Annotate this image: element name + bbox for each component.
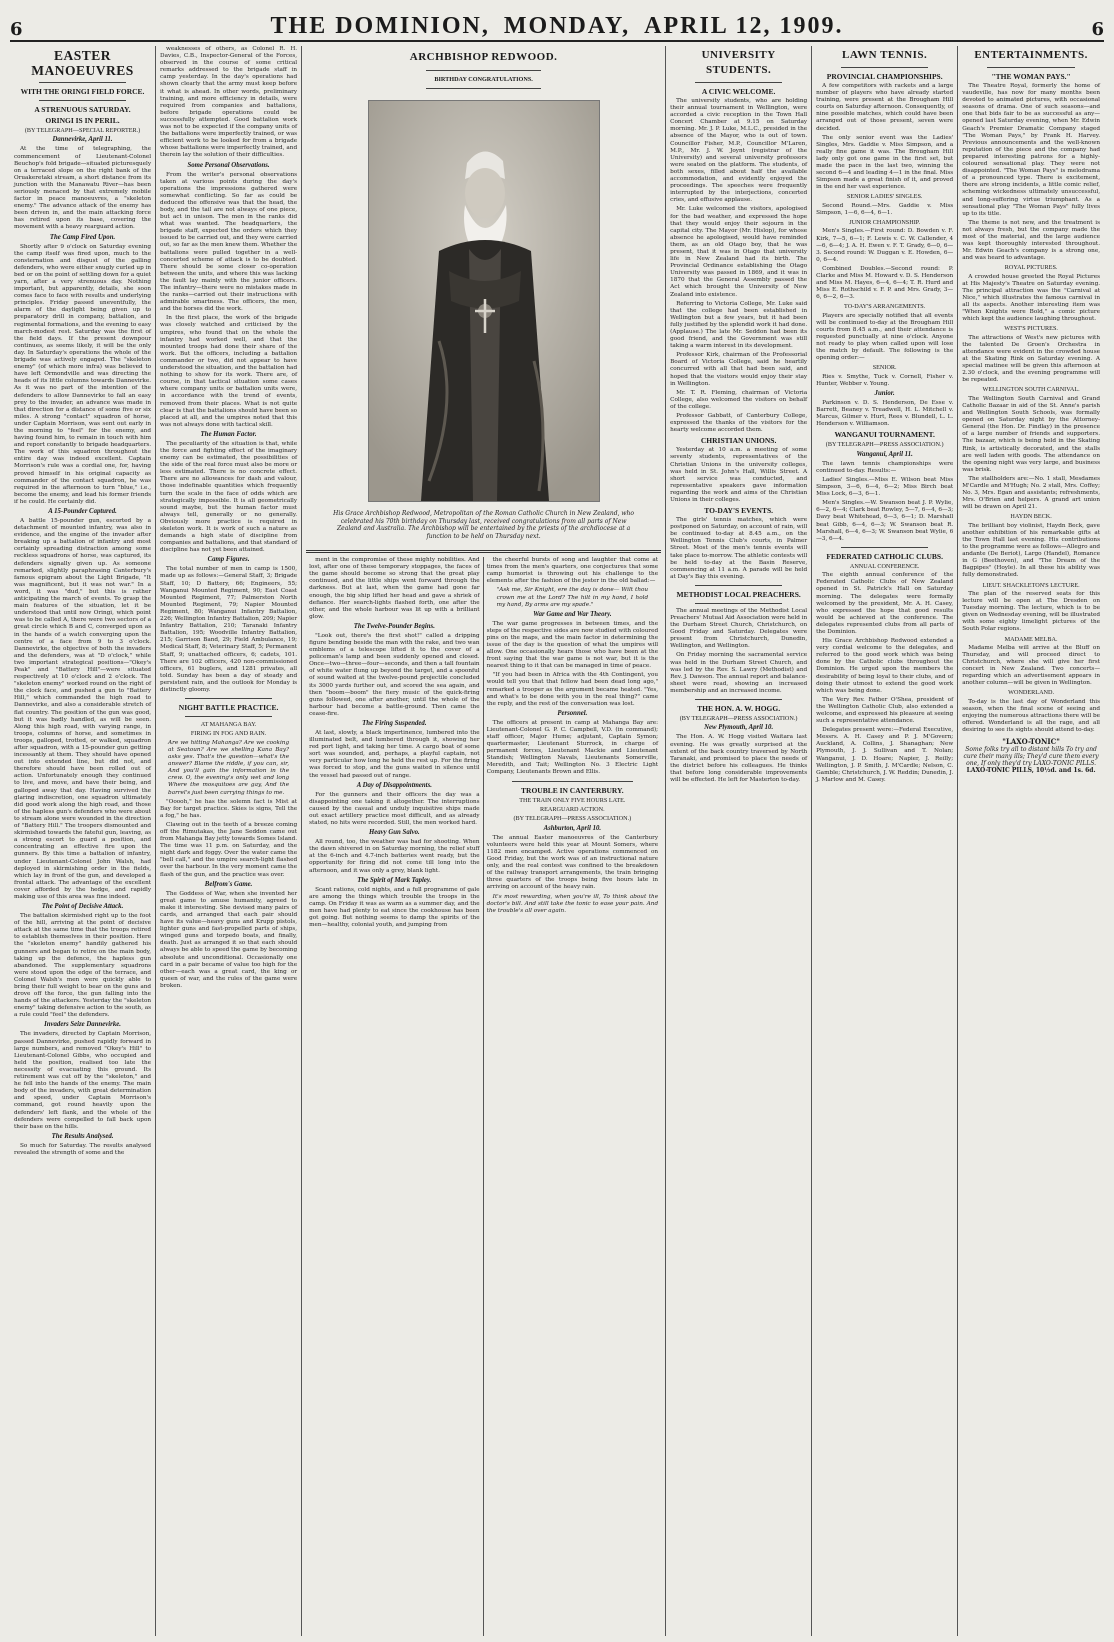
verse: It's most rewarding, when you're ill, To think about the doctor's bill. And still take the tonic to ease your pain. And the trouble's all over again.	[486, 893, 659, 914]
spread-right-column	[484, 557, 662, 1636]
section-heading: THE HON. A. W. HOGG.	[697, 704, 781, 714]
article-paragraph: "Ooooh," he has the solemn fact is Mist at Bay for target practice. Skies is signs, Tell the a fog," he has.	[160, 798, 298, 819]
subheading: A CIVIC WELCOME.	[701, 87, 776, 96]
section-heading: The Firing Suspended.	[362, 720, 427, 727]
section-heading: Personnel.	[557, 709, 588, 717]
column-1	[10, 46, 156, 1636]
section-heading: TO-DAY'S EVENTS.	[704, 506, 773, 516]
columns	[10, 46, 1104, 1636]
article-paragraph: For the gunners and their officers the day was a disappointing one taking it altogether. The interruptions caused by the casual and unduly inquisitive ships made out exact artillery practice most difficult, and as already stated, no hits were recorded. Still, the men worked hard.	[309, 791, 480, 827]
section-heading: MADAME MELBA.	[1004, 635, 1058, 643]
article-paragraph: Yesterday at 10 a.m. a meeting of some seventy students, representatives of the Christian Unions in the university colleges, was held in St. John's Hall, Willis Street. A short service was conducted, and representative speakers gave information regarding the work and aims of the Christian Unions in their colleges.	[670, 447, 808, 503]
article-paragraph: A crowded house greeted the Royal Pictures at His Majesty's Theatre on Saturday evening. The principal attraction was the "Carnival at Nice," which illustrates the famous carnival in all its aspects. Another interesting item was "When Knights were Bold," a comic picture which kept the audience laughing throughout.	[962, 273, 1101, 323]
subheading: ORINGI IS IN PERIL.	[45, 116, 120, 125]
section-heading: METHODIST LOCAL PREACHERS.	[676, 589, 801, 599]
newspaper-title	[271, 13, 844, 40]
article-paragraph: weaknesses of others, as Colonel R. H. Davies, C.B., Inspector-General of the Forces, observed in the course of some critical remarks addressed to the brigade staff in camp yesterday. In the day's operations had shown clearly that the army must keep before it what is ahead. In other words, preliminary training, and more efficiency in details, were required from companies and battalions, before brigade operations could be successfully attempted. Good battalion work was not to be expected if the company units of the battalions were imperfectly trained, or was efficient work to be looked for from a brigade whose battalions were imperfectly trained, and therein lay the solution of their difficulties.	[160, 46, 298, 159]
section-heading: Camp Figures.	[207, 556, 250, 564]
archbishop-spread	[302, 46, 666, 1636]
subheading: PROVINCIAL CHAMPIONSHIPS.	[826, 72, 943, 81]
article-paragraph: All round, too, the weather was bad for shooting. When the dawn shivered in on Saturday morning, the relief stuff at the 6-inch and 4.7-inch batteries went ready, but the opportunity for firing did not come till long into the afternoon, and it was only a grey, blank light.	[309, 839, 480, 874]
article-paragraph: Delegates present were:—Federal Executive, Messrs. A. H. Casey and P. J. M'Govern; Auckland, A. Collins, J. Shanaghan; New Plymouth, J. J. Sullivan and T. Nolan; Wanganui, J. D. Hoare; Napier, J. Reilly; Wellington, J. P. Smith, J. M'Cardle; Nelson, C. Gamble; Christchurch, J. W. Reddin; Dunedin, J. J. Marlow and M. Casey.	[816, 727, 954, 783]
section-heading: TROUBLE IN CANTERBURY.	[521, 785, 624, 795]
byline: (BY TELEGRAPH—PRESS ASSOCIATION.)	[825, 441, 944, 449]
dateline: Ashburton, April 10.	[543, 824, 602, 832]
article-paragraph: Mr. T. R. Fleming, chairman of Victoria College, also welcomed the visitors on behalf of the college.	[670, 389, 808, 410]
article-paragraph: The Wellington South Carnival and Grand Catholic Bazaar in aid of the St. Anne's parish and Wellington South Schools, was formally opened on Saturday night by the Attorney-General (the Hon. Dr. Findlay) in the presence of a large number of friends and supporters. The bazaar, which is being held in the Skating Rink, is artistically decorated, and the stalls are well laden with goods. The attendance on the opening night was very large, and business was brisk.	[962, 395, 1101, 473]
article-paragraph: A few competitors with rackets and a large number of players who have already started training, were present at the Brougham Hill courts on Saturday afternoon. Consequently, of nine possible matches, which could have been arranged out of those present, seven were decided.	[816, 83, 954, 132]
section-heading: WANGANUI TOURNAMENT.	[834, 430, 935, 440]
headline-university-students: UNIVERSITY STUDENTS.	[701, 49, 776, 76]
article-paragraph: The annual meetings of the Methodist Local Preachers' Mutual Aid Association were held in the Durham Street Church, Christchurch, on Good Friday and Saturday. Delegates were present from Christchurch, Dunedin, Wellington, and Wellington.	[670, 607, 808, 650]
section-heading: Heavy Gun Salvo.	[368, 829, 420, 837]
article-paragraph: At the time of telegraphing, the commencement of Lieutenant-Colonel Beuchop's fold brigade—situated picturesquely on a terraced slope on the right bank of the Oruakeretaki stream, a short distance from its junction with the Manawatu River—has been seriously menaced by that extremely mobile factor in peace manoeuvres, a "skeleton enemy." The advance attack of the enemy has been driven in, and the main attacking force has retired upon its base, covering the movement with a heavy rearguard action.	[14, 146, 152, 231]
article-paragraph: The lawn tennis championships were continued to-day. Results:—	[816, 460, 954, 474]
ad-price: LAXO-TONIC PILLS, 10½d. and 1s. 6d.	[966, 767, 1096, 775]
article-paragraph: Men's Singles.—W. Swanson beat J. P. Wylie, 6—2, 6—4; Clark beat Rowley, 5—7, 6—4, 6—3; Davy beat Whitehead, 6—3, 6—1; D. Marshall beat Gibb, 6—4, 6—3; W. Swanson beat R. Marshall, 6—4, 6—3; W. Swanson beat Wylie, 6—3, 6—4.	[816, 500, 954, 542]
section-heading: The Human Factor.	[200, 430, 257, 438]
headline-archbishop: ARCHBISHOP REDWOOD.	[409, 51, 558, 63]
page-number-left: 6	[10, 19, 23, 40]
article-paragraph: On Friday morning the sacramental service was held in the Durham Street Church, and was led by the Rev. S. Lawry (Methodist) and Rev. J. Dawson. The annual report and balance-sheet were read, showing an increased membership and an increased income.	[670, 652, 808, 694]
article-paragraph: His Grace Archbishop Redwood extended a very cordial welcome to the delegates, and referred to the good work which was being done by the Catholic clubs throughout the Dominion. He urged upon the members the desirability of being loyal to their clubs, and of doing their utmost to extend the good work which was being done.	[816, 638, 954, 694]
article-paragraph: So much for Saturday. The results analysed revealed the strength of some and the	[14, 1142, 152, 1156]
column-5	[666, 46, 812, 1636]
section-heading: JUNIOR CHAMPIONSHIP.	[849, 219, 921, 226]
dateline: New Plymouth, April 10.	[704, 724, 774, 732]
subheading: THE TRAIN ONLY FIVE HOURS LATE.	[519, 796, 626, 804]
article-paragraph: The war game progresses in between times, and the steps of the respective sides are now studied with coloured pins on the maps, and the main factor in determining the issue of the day is the question of what the umpires will allow. One occasionally hears those who have been at the front saying that the war game is not war, but it is the nearest thing to it that can be managed in time of peace.	[486, 620, 659, 670]
article-paragraph: From the writer's personal observations taken at various points during the day's operations the impressions gathered were somewhat conflicting. So far as could be deduced the offensive was that the head, the body, and the tail are not always of one piece, but act in unison. The men in the ranks did what was wanted. The headquarters, the brigade staff, expected the orders which they issued to be carried out, and they were carried out, so far as the men knew them. Whether the battalions were pulled together in a well-concerted scheme of attack is to be doubted. There should be some closer co-operation between the units, and where this was lacking the fault lay mainly with the junior officers. The infantry—there were no mistakes made in the ranks—carried out their instructions with admirable smartness. The officers, the men, and the horses did the work.	[160, 171, 298, 313]
section-heading: War Game and War Theory.	[533, 610, 612, 618]
article-paragraph: Professor Kirk, chairman of the Professorial Board of Victoria College, said he heartily concurred with all that had been said, and hoped that the visitors would enjoy their stay in Wellington.	[670, 352, 808, 387]
section-heading: Belfrom's Game.	[204, 880, 253, 888]
dateline: Wanganui, April 11.	[856, 450, 913, 458]
article-paragraph: The Hon. A. W. Hogg visited Waitara last evening. He was greatly surprised at the extent of the back country traversed by North Taranaki, and promised to place the needs of the district before his colleagues. He thinks that before long considerable improvements will be effected. He left for Masterton to-day.	[670, 734, 808, 783]
title-part: THE DOMINION,	[270, 13, 490, 39]
poem: "Ask me, Sir Knight, ere the day is done— Wilt thou crown me at the Lord? The hilt in my hand, I hold my hand, By arms are my spade."	[496, 587, 649, 608]
column-7	[958, 46, 1104, 1636]
article-paragraph: At last, slowly, a black impertinence, lumbered into the illuminated belt, and lumbered through it, showing her red port light, and taking her time. A cargo boat of some sort was sounded, and, perhaps, a playful captain, not very particular how long he held the rest up. For the firing was forced to stop, and the guns waited in silence until the vessel had passed out of range.	[309, 730, 480, 779]
article-paragraph: The stallholders are:—No. 1 stall, Mesdames M'Cardle and M'Hugh; No. 2 stall, Mrs. Coffey; No. 3, Mrs. Egan and assistants; refreshments, Mrs. O'Brien and helpers. A grand art union will be drawn on April 21.	[962, 475, 1101, 511]
section-heading: The Twelve-Pounder Begins.	[353, 622, 435, 630]
byline: (BY TELEGRAPH—PRESS ASSOCIATION.)	[679, 715, 798, 723]
subheading: AT MAHANGA BAY.	[200, 721, 257, 729]
article-paragraph: The attractions of West's new pictures with the talented De Groen's Orchestra in attendance were evident in the crowded house at the Skating Rink on Saturday evening. A special matinee will be given this afternoon at 2.30 o'clock, and the evening programme will be repeated.	[962, 334, 1101, 384]
section-heading: FEDERATED CATHOLIC CLUBS.	[826, 551, 943, 561]
section-heading: The Point of Decisive Attack.	[41, 903, 124, 911]
subheading: WITH THE ORINGI FIELD FORCE.	[20, 87, 145, 96]
article-paragraph: Mr. Luke welcomed the visitors, apologised for the bad weather, and expressed the hope that they would enjoy their sojourn in the capital city. The Mayor (Mr. Hislop), for whose absence he apologised, would have reminded them, as an old Otago boy, that he was present, that it was in Otago that university life in New Zealand had its birth. The Provincial Ordinance establishing the Otago University was passed in 1869, and it was in 1870 that the General Assembly passed the Act which brought the University of New Zealand into existence.	[670, 206, 808, 298]
article-paragraph: A battle 15-pounder gun, escorted by a detachment of mounted infantry, was also in evidence, and the engine of the invader after breaking up a battalion of infantry and most certainly spreading distraction among some reckless squadrons of horse, was captured, its defenders signally given up. As someone remarked, slightly paraphrasing Canterbury's famous epigram about the Light Brigade, "It was magnificent, but it was not war." In a word, it was "dud," but this is rather anticipating the march of events. To grasp the main features of the situation, let it be understood that until now Oringi, which point was to be called A, there were two sectors of a great circle which B and C, converged upon as in the hands of a watch converging upon the centre of a face from 9 to 3 o'clock. Dannevirke, the objective of both the invaders and the defenders, was at "D o'clock," while two important strategical positions—"Okey's Peak" and "Battery Hill"—were situated respectively at 10 o'clock and 2 o'clock. The "skeleton enemy" worked round on the right of the clock face, and pushed a gun to "Battery Hill," which commanded the high road to Dannevirke, and also a considerable stretch of flat country. The position of the gun was good, but it was badly handled, as will be seen. Along this high road, with varying range, in troops, columns of horse, and sometimes in troops, galloped, trotted, or walked, squadron after squadron, with a 15-pounder gun getting incessantly at them. They should have opened out into extended line, but did not, and therefore should have been rolled out of action. Unfortunately enough they continued to live, and move, and have their being, and galloped away that day. Having survived the glaring indiscretion, one squadron ultimately did good work along the high road, and those of the hapless gun's defenders who were about to stream alone were wounded in the direction of "Battery Hill." The troopers dismounted and skirmished towards the fateful gun, leaving, as a strong escort to guard a position, and concentrating an effective fire upon the gunners. By this time a battalion of infantry, under Lieutenant-Colonel John Walsh, had deployed in skirmishing order in the fields, which lay in front of the gun, and developed a frontal attack. The advantage of the excellent cover afforded by the hedge, and rapidly making use of this area was fine indeed.	[14, 518, 152, 900]
article-paragraph: Professor Gabbatt, of Canterbury College, expressed the thanks of the visitors for the hearty welcome accorded them.	[670, 413, 808, 434]
dateline: Dannevirke, April 11.	[52, 136, 113, 144]
masthead	[10, 10, 1104, 42]
article-paragraph: Ladies' Singles.—Miss E. Wilson beat Miss Simpson, 3—6, 6—4, 6—2; Miss Birch beat Miss Lock, 6—3, 6—1.	[816, 476, 954, 498]
article-paragraph: The girls' tennis matches, which were postponed on Saturday, on account of rain, will be continued to-day at 8.45 a.m., on the Wellington Tennis Club's courts, in Palmer Street. Most of the men's tennis events will take place to-morrow. The athletic contests will be held to-day at the Basin Reserve, commencing at 11 a.m. A parade will be held at Day's Bay this evening.	[670, 517, 808, 580]
headline-easter-manoeuvres: EASTER MANOEUVRES	[31, 48, 134, 78]
article-paragraph: The Goddess of War, when she invented her great game to amuse humanity, agreed to make it interesting. She devised many pairs of cards, and arranged that each pair should have its value—heavy guns and Krupp pistols, lighter guns and fast-propelled parts of ships, winged guns and torpedo boats, and finally, death. Just as arranged it so that each should always be able to speed the game by becoming absolute and unconditional. Occasionally one card in a pair became of value too high for the other—each was a great card, the king or queen of war, and the rules of the game were broken.	[160, 890, 298, 989]
article-paragraph: The total number of men in camp is 1500, made up as follows:—General Staff, 3; Brigade Staff, 10; D Battery, 66; Engineers, 55; Wanganui Mounted Regiment, 90; East Coast Mounted Regiment, 77; Palmerston North Mounted Regiment, 79; Napier Mounted Regiment, 80; Wanganui Infantry Battalion, 226; Wellington Infantry Battalion, 209; Napier Infantry Battalion, 210; Taranaki Infantry Battalion, 195; Woodville Infantry Battalion, 215; Garrison Band, 29; Field Ambulance, 19; Medical Staff, 8; Veterinary Staff, 5; Permanent Staff, 9; unattached officers, 6; cadets, 101. There are 102 officers, 420 non-commissioned officers, 61 buglers, and 1281 privates, all told. Sunday has been a day of steady and persistent rain, and the outlook for Monday is distinctly gloomy.	[160, 566, 298, 693]
headline-entertainments: ENTERTAINMENTS.	[974, 49, 1088, 61]
subheading: REARGUARD ACTION.	[540, 805, 605, 813]
article-paragraph: Men's Singles.—First round: D. Bowden v. F. Kirk, 7—5, 6—1; F. Lewis v. C. W. Callender, 4—6, 6—4; J. A. H. Ewen v. F. T. Grady, 6—0, 6—3. Second round: W. Duggan v. E. Howden, 6—0, 6—4.	[816, 228, 954, 263]
photo-caption: His Grace Archbishop Redwood, Metropolitan of the Roman Catholic Church in New Zealand, who celebrated his 70th birthday on Thursday last, received congratulations from all parts of New Zealand and Australia. The Archbishop will be entertained by the priests of the archdiocese at a function to be held on Thursday next.	[333, 510, 634, 540]
section-heading: WEST'S PICTURES.	[1004, 325, 1058, 333]
section-heading: A 15-Pounder Captured.	[48, 508, 117, 515]
section-heading: NIGHT BATTLE PRACTICE.	[178, 703, 279, 713]
article-paragraph: The Very Rev. Father O'Shea, president of the Wellington Catholic Club, also extended a welcome, and expressed his pleasure at seeing such a representative attendance.	[816, 696, 954, 725]
article-paragraph: The battalion skirmished right up to the foot of the hill, arriving at the point of decisive attack at the same time that the troops retired to establish themselves in their position. Here the "skeleton enemy" handily gathered his gunners and began to retire on the main body, taking up the defence, the hapless gun abandoned. The supplementary squadrons were stood upon the edge of the terrace, and Colonel Walsh's men were quickly able to bring their full weight to bear on the guns and drove off the force, the gun falling into the hands of the attackers. Yesterday the "skeleton enemy" taking defensive action to the south, as a rule could "feel" the defenders.	[14, 913, 152, 1019]
subheading: A STRENUOUS SATURDAY.	[34, 105, 131, 114]
section-heading: Invaders Seize Dannevirke.	[44, 1021, 121, 1029]
article-paragraph: Madame Melba will arrive at the Bluff on Thursday, and will proceed direct to Christchurch, where she will give her first concert in New Zealand. Two concerts—regarding which an advertisement appears in another column—will be given in Wellington.	[962, 644, 1101, 687]
section-heading: WONDERLAND.	[1008, 689, 1055, 697]
article-paragraph: The only senior event was the Ladies' Singles, Mrs. Gaddie v. Miss Simpson, and a really fine game it was. The Brougham Hill lady only got one game in the first set, but made the pace in the last two, winning the second 6—4 and leading 4—1 in the final. Miss Simpson made a great finish of it, and proved in the end her vast experience.	[816, 134, 954, 191]
section-heading: The Camp Fired Upon.	[49, 233, 116, 241]
article-paragraph: ment in the compromise of these mighty nobilities. And lost, after one of these temporary stoppages, the faces of the game should become so strong that the great play continued, and the little ships went forward through the darkness. But at last, when the game had gone far enough, the big ship lifted her head and gave a shriek of defiance. Her search-lights flashed forth, one after the other, and the whole harbour was lit up with a brilliant glow.	[309, 557, 480, 620]
section-heading: SENIOR LADIES' SINGLES.	[846, 193, 923, 201]
article-paragraph: The peculiarity of the situation is that, while the force and fighting effect of the imaginary enemy can be estimated, the possibilities of the side of the real force must also be more or less estimated. There is no concrete effect. There are no allowances for dash and valour, those indefinable quantities which frequently turn the scale in the face of odds which are strategically impossible. It is all geometrically sound maybe, but the human factor must always tell, generally or no generally. Obviously more practice is required in skeleton work. It is work of such a nature as demands a high state of discipline from companies and battalions, and that standard of discipline has not yet been attained.	[160, 440, 298, 554]
spread-subcolumns	[306, 557, 661, 1636]
section-heading: Some Personal Observations.	[187, 161, 270, 169]
column-2	[156, 46, 302, 1636]
article-paragraph: Combined Doubles.—Second round: P. Clarke and Miss M. Howard v. D. S. Henderson and Miss M. Hayes, 6—4, 6—4; T. R. Hurd and Miss E. Rothschild v. F. P. and Mrs. Grady, 3—6, 6—2, 6—3.	[816, 265, 954, 301]
article-paragraph: The eighth annual conference of the Federated Catholic Clubs of New Zealand opened in St. Patrick's Hall on Saturday morning. The delegates were formally welcomed by the president, Mr. A. H. Casey, who expressed the hope that good results would be achieved at the conference. The delegates represented clubs from all parts of the Dominion.	[816, 572, 954, 635]
ad-body: Some folks try all to distant hills To try and cure their many ills; They'd cure them every one, If only they'd try LAXO-TONIC PILLS.	[963, 746, 1099, 768]
subheading: "THE WOMAN PAYS."	[991, 72, 1071, 81]
section-heading: CHRISTIAN UNIONS.	[700, 436, 777, 446]
article-paragraph: Parkinson v. D. S. Henderson, De Esse v. Barrett, Beaney v. Treadwell, H. L. Mitchell v. Marcus, Gilmer v. Hurt, Rees v. Blundell, L. L. Henderson v. Williamson.	[816, 400, 954, 428]
section-heading: A Day of Disappointments.	[356, 781, 432, 789]
article-paragraph: "Look out, there's the first shot!" called a dripping figure bending beside the man with the rake, and two wan emblems of a telescope lifted it to the cover of a policeman's lamp and been suddenly opened and closed. Once—two—three—four—seconds, and then a tall fountain of white water flung up beyond the target, and a spoonful of sound waited at the twelve-pound projectile concluded its 3000 yards further out, and scored the sea again, and then "boom—boom" the fiery music of the quick-firing guns followed, one after another, until the whole of the harbour had become a battle-ground. Then came the cease-fire.	[309, 632, 480, 717]
ad-heading: "LAXO-TONIC"	[1002, 737, 1060, 747]
title-part: APRIL 12, 1909.	[644, 13, 844, 39]
article-paragraph: Players are specially notified that all events will be continued to-day at the Brougham Hill courts from 8.45 a.m., and their attendance is requested punctually at nine o'clock. Anyone not ready to play when called upon will lose the match by default. The following is the opening order:—	[816, 312, 954, 362]
title-part: MONDAY,	[503, 13, 631, 39]
subheading: FIRING IN FOG AND RAIN.	[190, 730, 267, 738]
section-heading: LIEUT. SHACKLETON'S LECTURE.	[982, 581, 1080, 589]
section-heading: ROYAL PICTURES.	[1004, 264, 1058, 272]
section-heading: HAYDN BECK.	[1010, 513, 1052, 521]
column-6	[812, 46, 958, 1636]
advertisement	[962, 738, 1100, 774]
article-paragraph: Referring to Victoria College, Mr. Luke said that the college had been established in Wellington but a few years, but it had been fully justified by the splendid work it had done. (Applause.) The late Mr. Seddon had been its good friend, and the Government was still taking a warm interest in its development.	[670, 300, 808, 350]
article-paragraph: The university students, who are holding their annual tournament in Wellington, were accorded a civic reception in the Town Hall Concert Chamber at 9.15 on Saturday morning. Mr. J. P. Luke, M.L.C., presided in the absence of the Mayor, who is out of town. Councillor Fisher, M.P., Councillor M'Laren, M.P., Mr. J. W. Joynt (registrar of the University) and several university professors were seated on the platform. The students, of both sexes, filled about half the available accommodation, and evidently enjoyed the proceedings. The speeches were frequently interrupted by the interjections, concerted cries, and effusive applause.	[670, 98, 808, 204]
headline-lawn-tennis: LAWN TENNIS.	[842, 49, 928, 61]
article-paragraph: To-day is the last day of Wonderland this season, when the final scene of seeing and enjoying the numerous attractions there will be offered. Wonderland is all the rage, and all desiring to see its sights should attend to-day.	[962, 698, 1101, 734]
portrait-photo	[368, 100, 600, 502]
subheading: BIRTHDAY CONGRATULATIONS.	[434, 76, 533, 83]
article-paragraph: "If you had been in Africa with the 4th Contingent, you would tell you that that fellow had been dead long ago," remarked a trooper as the argument became heated. "Yes, and what's to be done with you in the real thing?" came the reply, and the rest of the conversation was lost.	[486, 672, 659, 707]
article-paragraph: The Theatre Royal, formerly the home of vaudeville, has now for many months been devoted to animated pictures, with occasional seasons of drama. One of such seasons—and one that bids fair to be as successful as any—opened last Saturday evening, when Mr. Edwin Geach's Premier Dramatic Company staged "The Woman Pays," by Frank H. Harvey. Previous announcements and the well-known reputation of the piece and the company had prepared interesting patrons for a highly-coloured sensational play. They were not disappointed. "The Woman Pays" is melodrama of a pronounced type. There is excitement, there are strong incidents, a little comic relief, scheming wickedness ultimately unsuccessful, and long-suffering virtue triumphant. As a sensational play "The Woman Pays" fully lives up to its title.	[962, 83, 1101, 217]
poem: Are we hitting Mahanga? Are we cooking at Seatoun? Are we shelling Kana Bay? asks yes. That's the question—what's the answer? Blame the riddle, if you can, sir, And you'll gain the information in the crew. O, the evening's only wet and long Where the mosquitoes are gay, And the barrel's just been carrying things to me.	[168, 739, 290, 796]
article-paragraph: The theme is not new, and the treatment is not always fresh, but the company made the most of the material, and the large audience was kept thoroughly interested throughout. Mr. Edwin Geach's company is a strong one, and was heard to advantage.	[962, 219, 1101, 262]
article-paragraph: the cheerful bursts of song and laughter that come at times from the men's quarters, one conjectures that some camp humorist is throwing out his challenge to the elements after the fashion of the jester in the old ballad:—	[486, 557, 659, 585]
article-paragraph: Scant rations, cold nights, and a full programme of gale are among the things which trouble the troops in the camp. On Friday it was as warm as a summer day, and the men have had plenty to eat since the cookhouse has been got going. But nothing seems to damp the spirits of the men—healthy, colonial youth, and jumping from	[309, 886, 480, 929]
article-paragraph: The annual Easter manoeuvres of the Canterbury volunteers were held this year at Mount Somers, where 1182 men encamped. Active operations commenced on Good Friday, but the work was of an instructional nature only, and the real contest was confined to the breakdown of the railway transport arrangements, the train bringing three quarters of the troops being five hours late in arriving on account of the heavy rain.	[486, 834, 659, 891]
section-heading: The Spirit of Mark Tapley.	[357, 876, 432, 884]
byline: (BY TELEGRAPH—SPECIAL REPORTER.)	[24, 127, 141, 134]
article-paragraph: The plan of the reserved seats for this lecture will be open at The Dresden on Tuesday morning. The lecture, which is to be given on Wednesday evening, will be illustrated with some eighty limelight pictures of the South Polar regions.	[962, 590, 1101, 633]
article-paragraph: In the first place, the work of the brigade was closely watched and criticised by the umpires, who found that on the whole the infantry had worked well, and that the mounted troops had done their share of the work. But the officers, including a battalion commander or two, did not appear to have understood the situation, and the battalion had nothing to show for its work. There are, of course, in that tactical situation some cases where company units or battalion units were, in accordance with the trend of events, removed from their places. What is not quite clear is that the battalions should have been so placed at all, and the umpires noted that this was not always done with tactical skill.	[160, 315, 298, 428]
byline: (BY TELEGRAPH—PRESS ASSOCIATION.)	[513, 815, 632, 823]
article-paragraph: Ries v. Smythe, Tuck v. Cornell, Fisher v. Hunter, Webber v. Young.	[816, 373, 954, 387]
article-paragraph: The invaders, directed by Captain Morrison, passed Dannevirke, pushed rapidly forward in large numbers, and removed "Okey's Hill" to Lieutenant-Colonel Gibbs, who occupied and held the position, realised too late the necessity of evacuating this ground. Its retirement was cut off by the "skeleton," and he fell into the hands of the enemy. The main body of the invaders, with great determination and speed, under Captain Morrison's command, got round heavily upon the defenders' left flank, and the whole of the defenders were compelled to fall back upon their base on the hills.	[14, 1031, 152, 1130]
spread-left-column	[306, 557, 484, 1636]
section-heading: TO-DAY'S ARRANGEMENTS.	[844, 303, 926, 311]
article-paragraph: Second Round.—Mrs. Gaddie v. Miss Simpson, 1—6, 6—4, 6—1.	[816, 202, 954, 216]
article-paragraph: The officers at present in camp at Mahanga Bay are: Lieutenant-Colonel G. P. C. Campbell, V.D. (in command); staff officer, Major Hume; adjutant, Captain Symon; quartermaster, Lieutenant Sturrock, in charge of permanent forces, Lieutenant Mackie and Lieutenant Standish; Wellington Navals, Lieutenants Somerville, Meredith, and Tait; Wellington No. 3 Electric Light Company, Lieutenants Brown and Ellis.	[486, 719, 659, 776]
archbishop-portrait-illustration	[369, 101, 599, 501]
section-heading: The Results Analysed.	[51, 1132, 114, 1140]
article-paragraph: Shortly after 9 o'clock on Saturday evening the camp itself was fired upon, much to the consternation and disgust of the galling defenders, who were either snugly curled up in bed or on the point of settling down for a quiet yarn, after a very strenuous day. Nothing important, but apparently, details, she soon comes face to face with results and underlying principles. Friday passed uneventfully, the alarm of the daylight being given up to preparatory drill in company, battalion, and regimental formations, and the evening to easy march-modest rest. Saturday was the first of the field days. If the present downpour continues, as seems likely, it will be the only day. In Saturday's operations the whole of the brigade was actively engaged. The "skeleton enemy" (of which more infra) was believed to have left Ormondville and was directing the heads of its little columns towards Dannevirke. As it was no part of the intention of the defenders to allow Dannevirke to fall an easy prey to the invader, an advance was made in that direction for a distance of some five or six miles. A strong "contact" squadron of horse, under Captain Morrison, was sent out early in the morning to "feel" for the enemy, and having found him, to remain in touch with him and report constantly to brigade headquarters. The work of this squadron throughout the entire day was indeed excellent. Captain Morrison's rule was a cordial one, for, having proved himself in his original capacity as commander of the contact squadron, he was required in the afternoon to turn "blue," i.e., become the enemy, and lead his former friends if he could. He certainly did.	[14, 243, 152, 505]
article-paragraph: Clawing out in the teeth of a breeze coming off the Rimutakas, the Jane Seddon came out from Mahanga Bay jetty towards Somes Island. The time was 11 p.m. on Saturday, and the night dark and foggy. Over the water came the "bell call," and the umpire search-light flashed over the harbour. In the very moment came the flash of the gun, and the practice was over.	[160, 821, 298, 878]
section-heading: Junior.	[874, 390, 895, 397]
section-heading: SENIOR.	[872, 364, 897, 372]
section-heading: WELLINGTON SOUTH CARNIVAL.	[982, 386, 1080, 394]
page-number-right: 6	[1091, 19, 1104, 40]
subheading: ANNUAL CONFERENCE.	[849, 562, 920, 570]
article-paragraph: The brilliant boy violinist, Haydn Beck, gave another exhibition of his remarkable gifts at the Town Hall last evening. His contributions to the programme were as follows—Allegro and andante (De Beriot), Largo (Handel), Romance in G (Beethoven), and "The Dream of the Bagpipes" (Hoyle). In all these his ability was fully demonstrated.	[962, 522, 1101, 579]
